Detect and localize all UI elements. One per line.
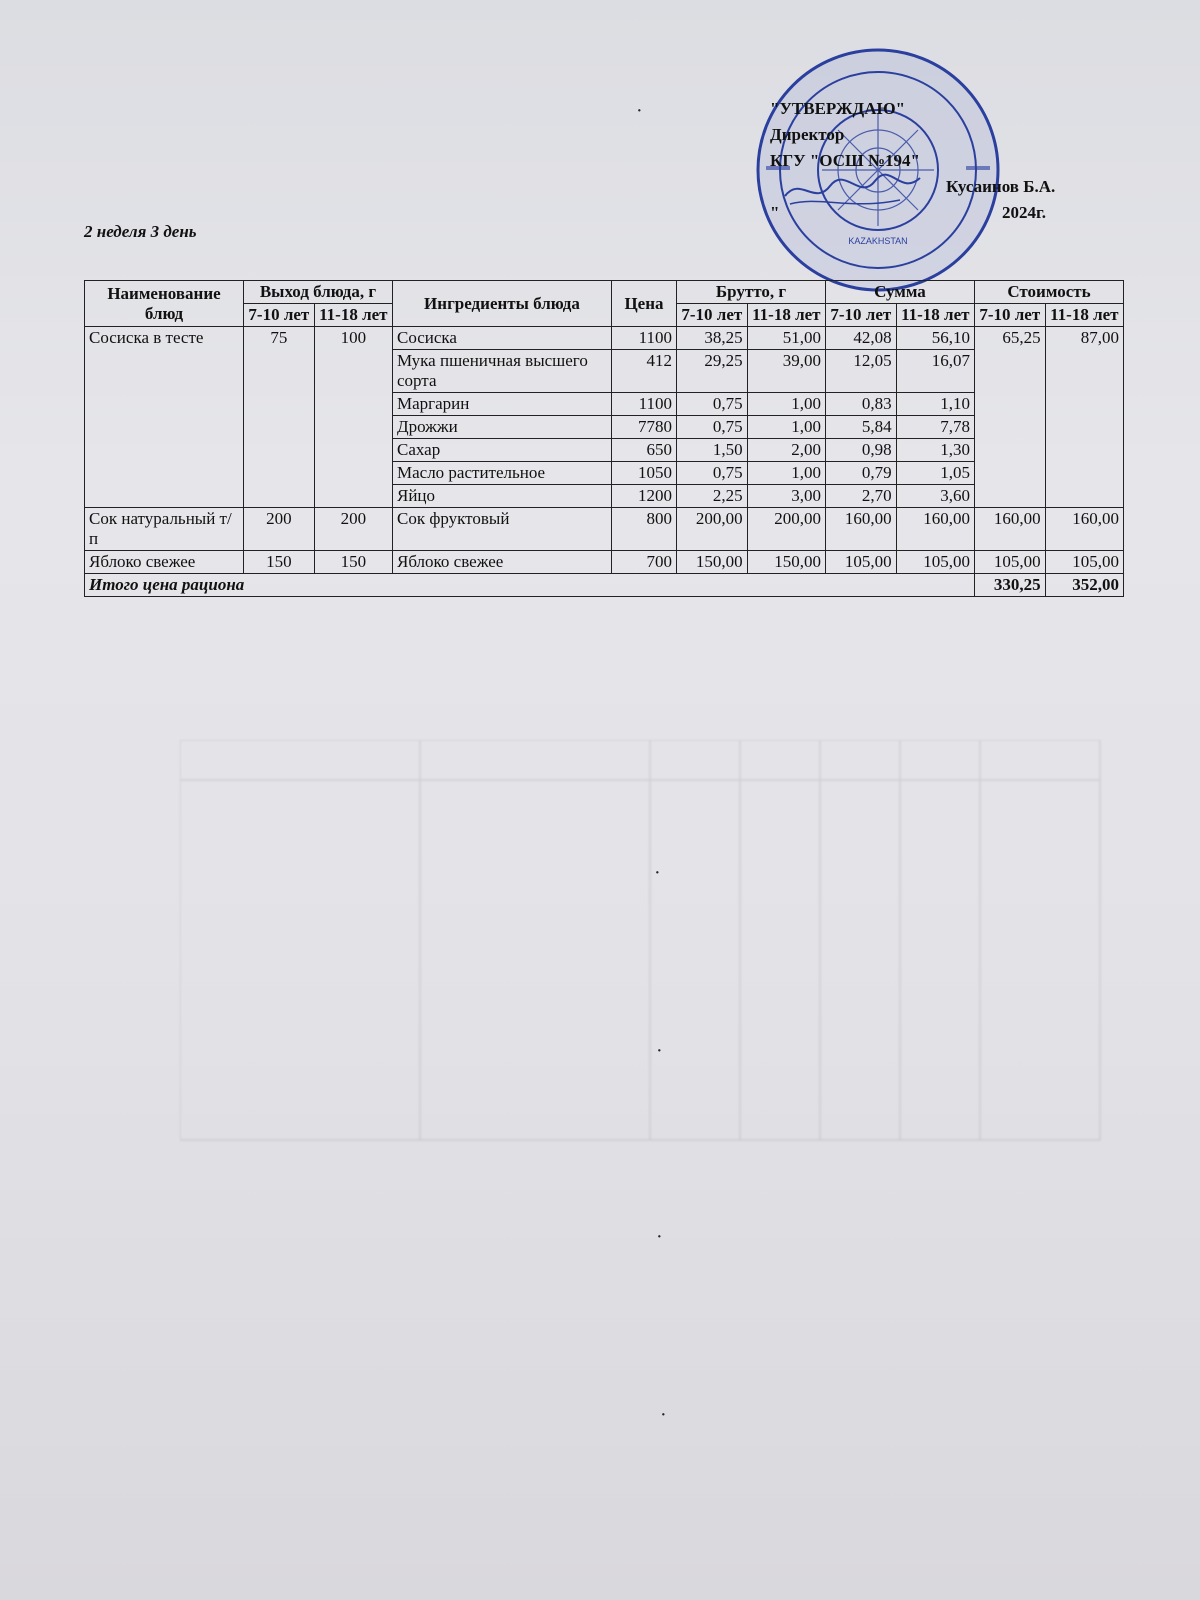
dish-name-cell: Яблоко свежее <box>85 551 244 574</box>
yield-7-10-cell: 150 <box>244 551 315 574</box>
brutto-7-10-cell: 29,25 <box>676 350 747 393</box>
ingredient-price-cell: 650 <box>611 439 676 462</box>
punch-mark: · <box>654 862 661 884</box>
ingredient-name-cell: Дрожжи <box>392 416 611 439</box>
sum-7-10-cell: 2,70 <box>825 485 896 508</box>
ingredient-price-cell: 1100 <box>611 327 676 350</box>
menu-table <box>84 280 1124 597</box>
table-row <box>85 327 1124 350</box>
ingredient-price-cell: 700 <box>611 551 676 574</box>
director-surname: Кусаинов Б.А. <box>946 177 1056 196</box>
cost-7-10-cell: 160,00 <box>974 508 1045 551</box>
sum-11-18-cell: 1,30 <box>896 439 974 462</box>
header-sum: Сумма <box>825 281 974 304</box>
header-age-7-10: 7-10 лет <box>244 304 315 327</box>
punch-mark: · <box>656 1040 663 1062</box>
sum-7-10-cell: 105,00 <box>825 551 896 574</box>
header-price: Цена <box>611 281 676 327</box>
signature-scribble <box>780 166 930 216</box>
brutto-11-18-cell: 200,00 <box>747 508 825 551</box>
table-row <box>85 508 1124 551</box>
cost-11-18-cell: 105,00 <box>1045 551 1123 574</box>
sum-7-10-cell: 0,83 <box>825 393 896 416</box>
yield-11-18-cell: 200 <box>314 508 392 551</box>
sum-11-18-cell: 105,00 <box>896 551 974 574</box>
ingredient-name-cell: Сок фруктовый <box>392 508 611 551</box>
approval-block <box>770 96 1100 226</box>
sum-11-18-cell: 3,60 <box>896 485 974 508</box>
header-age-11-18: 11-18 лет <box>314 304 392 327</box>
cost-11-18-cell: 160,00 <box>1045 508 1123 551</box>
brutto-11-18-cell: 1,00 <box>747 393 825 416</box>
total-row <box>85 574 1124 597</box>
ingredient-name-cell: Маргарин <box>392 393 611 416</box>
ingredient-price-cell: 800 <box>611 508 676 551</box>
approval-position: Директор <box>770 125 845 144</box>
yield-11-18-cell: 100 <box>314 327 392 508</box>
ingredient-price-cell: 412 <box>611 350 676 393</box>
sum-7-10-cell: 12,05 <box>825 350 896 393</box>
cost-11-18-cell: 87,00 <box>1045 327 1123 508</box>
dish-name-cell: Сосиска в тесте <box>85 327 244 508</box>
sum-7-10-cell: 5,84 <box>825 416 896 439</box>
ingredient-price-cell: 1200 <box>611 485 676 508</box>
ingredient-name-cell: Сахар <box>392 439 611 462</box>
approval-year: 2024г. <box>1002 203 1047 222</box>
sum-11-18-cell: 16,07 <box>896 350 974 393</box>
week-day-label: 2 неделя 3 день <box>84 222 197 241</box>
brutto-7-10-cell: 200,00 <box>676 508 747 551</box>
dish-name-cell: Сок натуральный т/п <box>85 508 244 551</box>
ingredient-price-cell: 1100 <box>611 393 676 416</box>
stamp-label-text: KAZAKHSTAN <box>848 236 908 246</box>
yield-7-10-cell: 75 <box>244 327 315 508</box>
brutto-7-10-cell: 0,75 <box>676 393 747 416</box>
ingredient-name-cell: Мука пшеничная высшего сорта <box>392 350 611 393</box>
header-age-7-10: 7-10 лет <box>974 304 1045 327</box>
sum-11-18-cell: 1,05 <box>896 462 974 485</box>
header-brutto: Брутто, г <box>676 281 825 304</box>
brutto-7-10-cell: 150,00 <box>676 551 747 574</box>
punch-mark: · <box>660 1404 667 1426</box>
total-7-10-value: 330,25 <box>974 574 1045 597</box>
header-age-11-18: 11-18 лет <box>1045 304 1123 327</box>
brutto-7-10-cell: 2,25 <box>676 485 747 508</box>
punch-mark: · <box>636 100 643 122</box>
header-age-7-10: 7-10 лет <box>676 304 747 327</box>
total-label: Итого цена рациона <box>85 574 975 597</box>
brutto-11-18-cell: 2,00 <box>747 439 825 462</box>
brutto-11-18-cell: 1,00 <box>747 416 825 439</box>
sum-7-10-cell: 0,98 <box>825 439 896 462</box>
approval-organization: КГУ "ОСШ №194" <box>770 151 920 170</box>
cost-7-10-cell: 65,25 <box>974 327 1045 508</box>
brutto-7-10-cell: 0,75 <box>676 462 747 485</box>
ingredient-price-cell: 7780 <box>611 416 676 439</box>
brutto-7-10-cell: 38,25 <box>676 327 747 350</box>
total-11-18-value: 352,00 <box>1045 574 1123 597</box>
menu-table-body <box>85 327 1124 597</box>
header-age-11-18: 11-18 лет <box>747 304 825 327</box>
ingredient-name-cell: Яйцо <box>392 485 611 508</box>
bleed-through-shadow <box>180 740 1120 1160</box>
sum-11-18-cell: 1,10 <box>896 393 974 416</box>
header-yield: Выход блюда, г <box>244 281 393 304</box>
ingredient-price-cell: 1050 <box>611 462 676 485</box>
brutto-11-18-cell: 150,00 <box>747 551 825 574</box>
sum-7-10-cell: 42,08 <box>825 327 896 350</box>
ingredient-name-cell: Масло растительное <box>392 462 611 485</box>
ingredient-name-cell: Сосиска <box>392 327 611 350</box>
ingredient-name-cell: Яблоко свежее <box>392 551 611 574</box>
header-age-11-18: 11-18 лет <box>896 304 974 327</box>
header-age-7-10: 7-10 лет <box>825 304 896 327</box>
cost-7-10-cell: 105,00 <box>974 551 1045 574</box>
brutto-7-10-cell: 0,75 <box>676 416 747 439</box>
yield-7-10-cell: 200 <box>244 508 315 551</box>
table-row <box>85 551 1124 574</box>
bleed-through-lines <box>180 740 1120 1160</box>
header-ingredients: Ингредиенты блюда <box>392 281 611 327</box>
brutto-11-18-cell: 39,00 <box>747 350 825 393</box>
sum-11-18-cell: 7,78 <box>896 416 974 439</box>
sum-11-18-cell: 160,00 <box>896 508 974 551</box>
sum-7-10-cell: 160,00 <box>825 508 896 551</box>
approval-title: "УТВЕРЖДАЮ" <box>770 99 906 118</box>
header-cost: Стоимость <box>974 281 1123 304</box>
brutto-11-18-cell: 3,00 <box>747 485 825 508</box>
yield-11-18-cell: 150 <box>314 551 392 574</box>
punch-mark: · <box>656 1226 663 1248</box>
brutto-7-10-cell: 1,50 <box>676 439 747 462</box>
sum-11-18-cell: 56,10 <box>896 327 974 350</box>
header-dish-name: Наименование блюд <box>85 281 244 327</box>
brutto-11-18-cell: 51,00 <box>747 327 825 350</box>
approval-date-quote: " <box>770 203 780 222</box>
sum-7-10-cell: 0,79 <box>825 462 896 485</box>
brutto-11-18-cell: 1,00 <box>747 462 825 485</box>
table-header-row <box>85 281 1124 304</box>
